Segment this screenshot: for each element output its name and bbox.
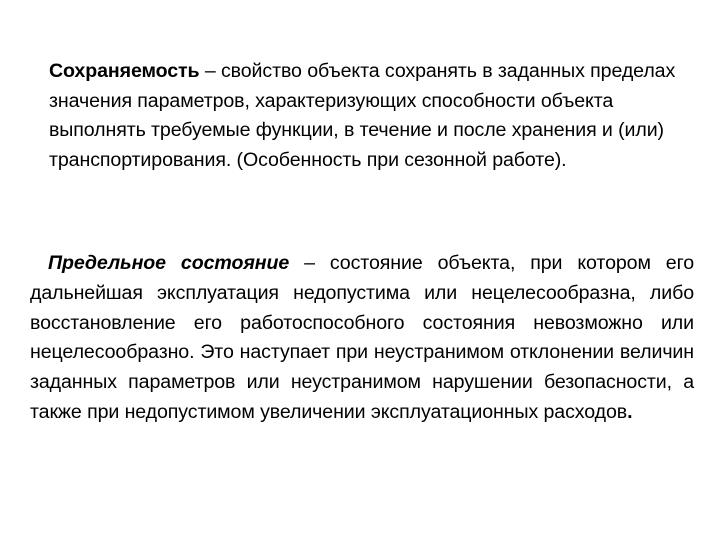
definition-end-mark: . [627, 400, 633, 423]
definition-durability [49, 57, 715, 175]
definition-limit-state-text: – состояние объекта, при котором его дальнейшая эксплуатация недопустима или нецелесообразна, либо восстановление его работоспособного состояния невозможно или нецелесообразно. Это наступает при неустранимом отклонении величин заданных параметров или неустранимом нарушении безопасности, а также при недопустимом увеличении эксплуатационных расходов [30, 252, 694, 423]
term-durability: Сохраняемость [49, 60, 200, 82]
definition-durability-text: – свойство объекта сохранять в заданных пределах значения параметров, характеризующих способности объекта выполнять требуемые функции, в течение и после хранения и (или) транспортирования. (Особенность при сезонной работе). [49, 60, 676, 171]
definition-limit-state [30, 249, 694, 428]
term-limit-state: Предельное состояние [48, 252, 290, 274]
